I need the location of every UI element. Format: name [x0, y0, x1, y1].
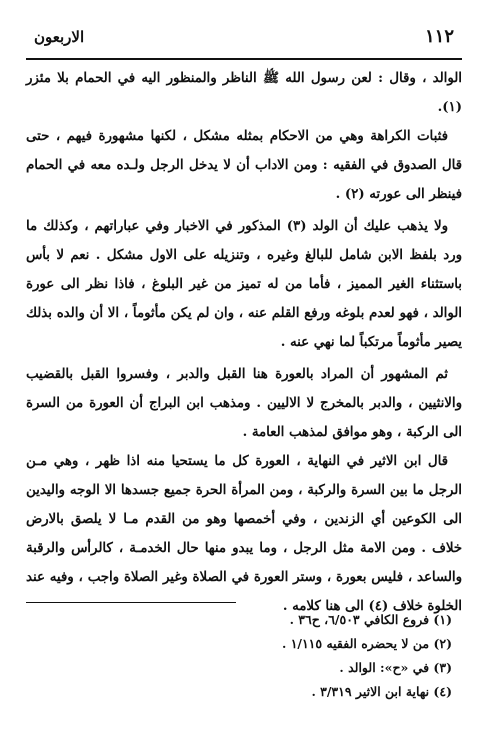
paragraph: قال ابن الاثير في النهاية ، العورة كل ما يستحيا منه اذا ظهر ، وهي مـن الرجل ما بين السرة والركبة ، ومن المرأة الحرة جميع جسدها الا الوجه واليدين الى الكوعين أي الزندين ، وفي أخمصها وهو من القدم مـا لا يلصق بالارض خلاف . ومن الامة مثل الرجل ، وما يبدو منها حال الخدمـة ، كالرأس والرقبة والساعد ، فليس بعورة ، وستر العورة في الصلاة وغير الصلاة واجب ، وفيه عند الخلوة خلاف (٤) الى هنا كلامه . — [26, 454, 462, 614]
paragraph: ولا يذهب عليك أن الولد (٣) المذكور في الاخبار وفي عباراتهم ، وكذلك ما ورد بلفظ الابن شامل للبالغ وغيره ، وتنزيله على الاول مشكل . نعم لا بأس باستثناء الغير المميز ، فأما من له تميز من غير البلوغ ، فاذا نظر الى عورة الوالد ، فهو لعدم بلوغه ورفع القلم عنه ، وان لم يكن مأثوماً ، الا أن والده بذلك يصير مأثوماً مرتكباً لما نهي عنه . — [26, 219, 462, 350]
footnote-rule — [26, 602, 236, 603]
footnote-item: (١) فروع الكافي ٦/٥٠٣، ح٣٦ . — [289, 612, 452, 627]
footnote-item: (٤) نهاية ابن الاثير ٣/٣١٩ . — [311, 684, 452, 699]
paragraph: الوالد ، وقال : لعن رسول الله ﷺ الناظر والمنظور اليه في الحمام بلا مئزر (١). — [26, 71, 462, 115]
running-title: الاربعون — [34, 28, 85, 46]
page-header — [30, 26, 458, 54]
footnote-item: (٣) في «ح»: الوالد . — [339, 660, 452, 675]
footnotes — [120, 608, 452, 704]
header-rule — [26, 58, 462, 60]
body-text — [26, 64, 462, 621]
page-number: ١١٢ — [424, 26, 454, 47]
footnote-item: (٢) من لا يحضره الفقيه ١/١١٥ . — [281, 636, 452, 651]
paragraph: فثبات الكراهة وهي من الاحكام بمثله مشكل ، لكنها مشهورة فيهم ، حتى قال الصدوق في الفقيه : ومن الاداب أن لا يدخل الرجل ولـده معه في الحمام فينظر الى عورته (٢) . — [26, 129, 462, 202]
paragraph: ثم المشهور أن المراد بالعورة هنا القبل والدبر ، وفسروا القبل بالقضيب والانثيين ، والدبر بالمخرج لا الاليين . ومذهب ابن البراج أن العورة من السرة الى الركبة ، وهو موافق لمذهب العامة . — [26, 367, 462, 440]
